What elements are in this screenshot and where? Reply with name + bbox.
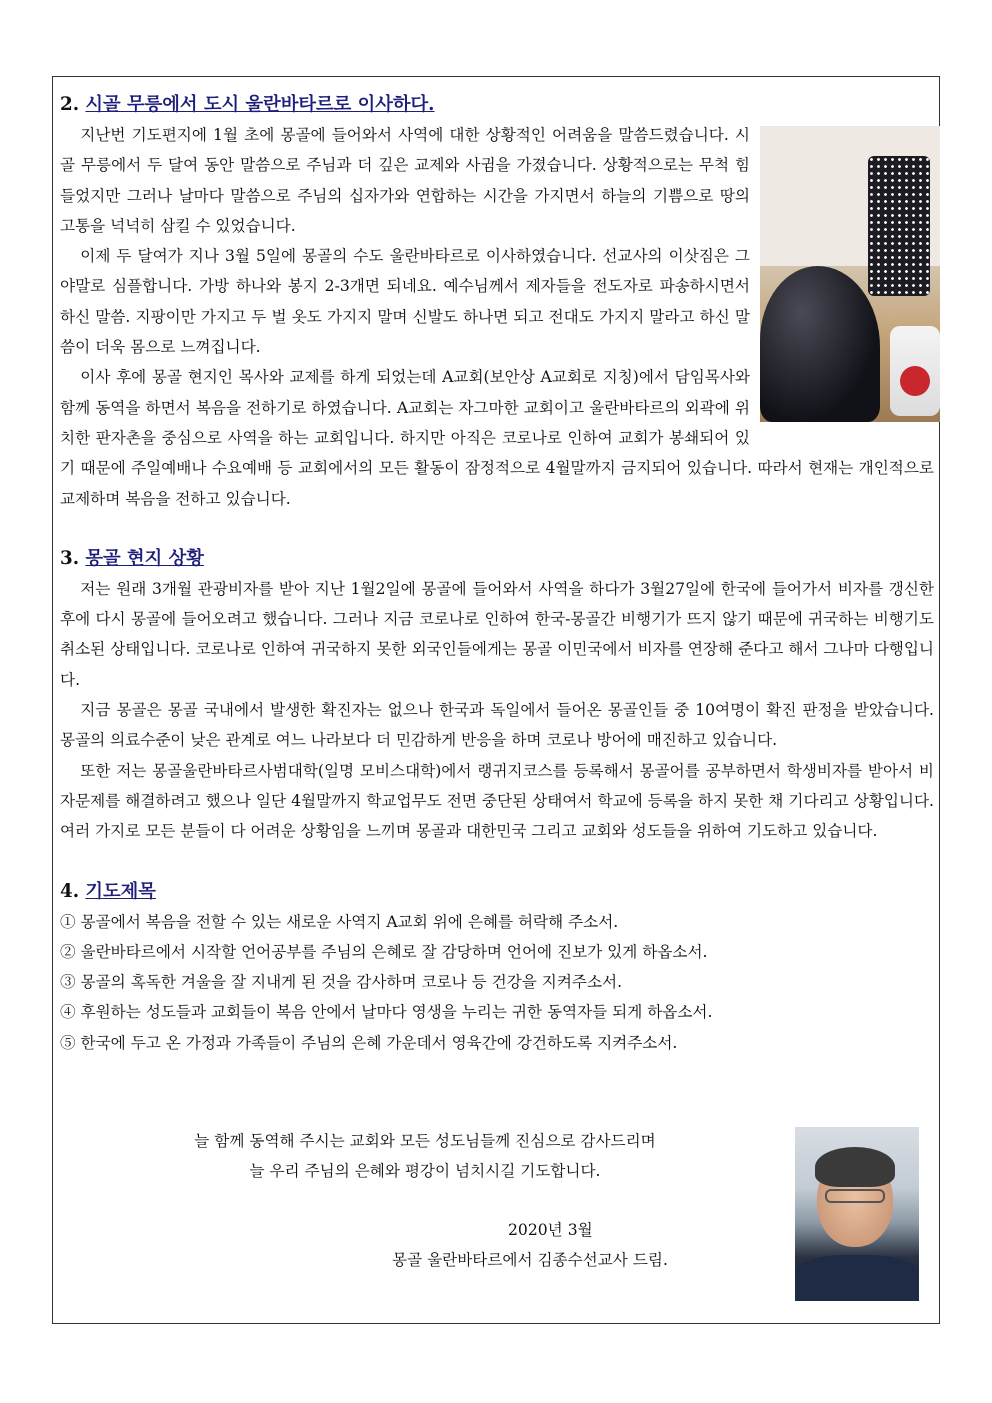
paragraph: 저는 원래 3개월 관광비자를 받아 지난 1월2일에 몽골에 들어와서 사역을 하다가 3월27일에 한국에 들어가서 비자를 갱신한 후에 다시 몽골에 들어오려고 했습니다. 그러나 지금 코로나로 인하여 한국-몽골간 비행기가 뜨지 않기 때문에 귀국하는 비행기도 취소된 상태입니다. 코로나로 인하여 귀국하지 못한 외국인들에게는 몽골 이민국에서 비자를 연장해 준다고 해서 그나마 다행입니다. xyxy=(60,579,934,689)
closing-remarks xyxy=(60,1126,790,1186)
paragraph: 지금 몽골은 몽골 국내에서 발생한 확진자는 없으나 한국과 독일에서 들어온 몽골인들 중 10여명이 확진 판정을 받았습니다. 몽골의 의료수준이 낮은 관계로 여느 나라보다 더 민감하게 반응을 하며 코로나 방어에 매진하고 있습니다. xyxy=(60,701,934,750)
list-item: ③ 몽골의 혹독한 겨울을 잘 지내게 된 것을 감사하며 코로나 등 건강을 지켜주소서. xyxy=(60,973,623,992)
portrait-hair xyxy=(815,1147,895,1187)
moving-luggage-photo xyxy=(760,126,940,422)
section-2-heading xyxy=(60,90,934,120)
section-3-heading xyxy=(60,544,934,574)
paragraph: 또한 저는 몽골울란바타르사범대학(일명 모비스대학)에서 랭귀지코스를 등록해서 몽골어를 공부하면서 학생비자를 받아서 비자문제를 해결하려고 했으나 일단 4월말까지 학교업무도 전면 중단된 상태여서 학교에 등록을 하지 못한 채 기다리고 상황입니다. 여러 가지로 모든 분들이 다 어려운 상황임을 느끼며 몽골과 대한민국 그리고 교회와 성도들을 위하여 기도하고 있습니다. xyxy=(60,761,934,841)
paragraph: 이제 두 달여가 지나 3월 5일에 몽골의 수도 울란바타르로 이사하였습니다. 선교사의 이삿짐은 그야말로 심플합니다. 가방 하나와 봉지 2-3개면 되네요. 예수님께서 제자들을 전도자로 파송하시면서 하신 말씀. 지팡이만 가지고 두 벌 옷도 가지지 말며 신발도 하나면 되고 전대도 가지지 말라고 하신 말씀이 더욱 몸으로 느껴집니다. xyxy=(60,247,750,357)
paragraph: 지난번 기도편지에 1월 초에 몽골에 들어와서 사역에 대한 상황적인 어려움을 말씀드렸습니다. 시골 무릉에서 두 달여 동안 말씀으로 주님과 더 깊은 교제와 사귐을 가졌습니다. 상황적으로는 무척 힘들었지만 그러나 날마다 말씀으로 주님의 십자가와 연합하는 시간을 가지면서 하늘의 기쁨으로 땅의 고통을 넉넉히 삼킬 수 있었습니다. xyxy=(60,126,750,235)
list-item: ② 울란바타르에서 시작할 언어공부를 주님의 은혜로 잘 감당하며 언어에 진보가 있게 하옵소서. xyxy=(60,942,708,961)
missionary-portrait-photo xyxy=(795,1127,919,1301)
closing-line: 늘 우리 주님의 은혜와 평강이 넘치시길 기도합니다. xyxy=(249,1162,601,1180)
prayer-list xyxy=(60,907,934,1058)
list-item: ⑤ 한국에 두고 온 가정과 가족들이 주님의 은혜 가운데서 영육간에 강건하도록 지켜주소서. xyxy=(60,1033,678,1052)
section-4-heading xyxy=(60,877,934,907)
shopping-bag-logo xyxy=(900,366,930,396)
list-item: ④ 후원하는 성도들과 교회들이 복음 안에서 날마다 영생을 누리는 귀한 동역자들 되게 하옵소서. xyxy=(60,1003,713,1022)
letter-body xyxy=(60,90,934,1058)
section-title: 기도제목 xyxy=(85,880,156,902)
polka-dot-suitcase xyxy=(868,156,930,296)
section-title: 몽골 현지 상황 xyxy=(85,547,204,569)
section-number: 4. xyxy=(60,880,80,902)
signature: 몽골 울란바타르에서 김종수선교사 드림. xyxy=(392,1251,668,1269)
black-garbage-bag xyxy=(760,266,880,422)
letter-date: 2020년 3월 xyxy=(508,1221,593,1239)
section-number: 2. xyxy=(60,94,80,115)
section-number: 3. xyxy=(60,547,80,569)
portrait-coat xyxy=(795,1255,919,1301)
list-item: ① 몽골에서 복음을 전할 수 있는 새로운 사역지 A교회 위에 은혜를 허락해 주소서. xyxy=(60,912,619,931)
closing-line: 늘 함께 동역해 주시는 교회와 모든 성도님들께 진심으로 감사드리며 xyxy=(194,1132,656,1150)
portrait-glasses xyxy=(825,1189,885,1203)
paragraph: 이사 후에 몽골 현지인 목사와 교제를 하게 되었는데 A교회(보안상 A교회로 지칭)에서 담임목사와 함께 동역을 하면서 복음을 전하기로 하였습니다. A교회는 자그마한 교회이고 울란바타르의 외곽에 위치한 판자촌을 중심으로 사역을 하는 교회입니다. 하지만 아직은 코로나로 인하여 교회가 봉쇄되어 있기 때문에 주일예배나 수요예배 등 교회에서의 모든 활동이 잠정적으로 4월말까지 금지되어 있습니다. 따라서 현재는 개인적으로 교제하며 복음을 전하고 있습니다. xyxy=(60,368,934,508)
section-title: 시골 무릉에서 도시 울란바타르로 이사하다. xyxy=(85,94,435,115)
